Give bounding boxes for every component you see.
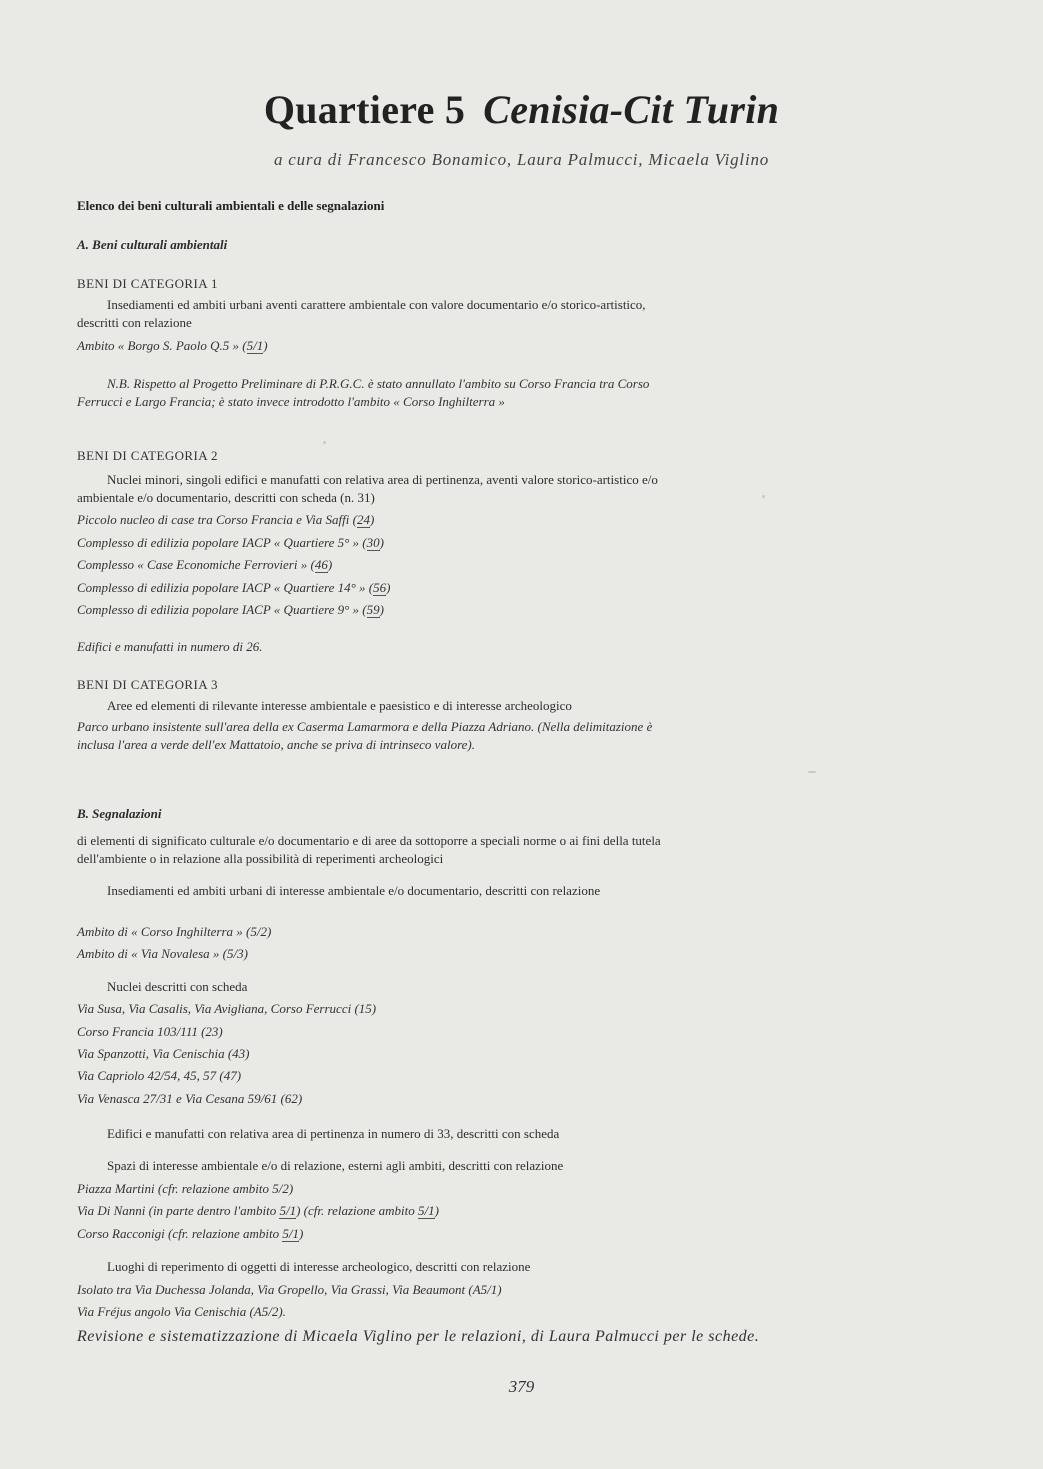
segnalazioni-item: Via Capriolo 42/54, 45, 57 (47)	[77, 1068, 242, 1083]
category-2-note: Edifici e manufatti in numero di 26.	[77, 639, 263, 654]
category-2-item	[77, 535, 384, 551]
item-text: Piccolo nucleo di case tra Corso Francia e Via Saffi (	[77, 512, 357, 527]
item-ref: 5/1	[282, 1226, 299, 1241]
segnalazioni-group-5-description: Luoghi di reperimento di oggetti di interesse archeologico, descritti con relazione	[107, 1259, 531, 1274]
item-close: )	[327, 557, 333, 572]
category-2-label: BENI DI CATEGORIA 2	[77, 448, 218, 463]
category-3-item: Parco urbano insistente sull'area della ex Caserma Lamarmora e della Piazza Adriano. (Nella delimitazione è inclusa l'area a verde dell'ex Mattatoio, anche se priva di intrinseco valore).	[77, 719, 653, 752]
segnalazioni-item: Ambito di « Corso Inghilterra » (5/2)	[77, 924, 272, 939]
item-ref: 30	[366, 535, 380, 550]
item-close: )	[434, 1203, 439, 1218]
item-text: Complesso di edilizia popolare IACP « Quartiere 14° » (	[77, 580, 374, 595]
page-number: 379	[508, 1377, 535, 1396]
list-heading: Elenco dei beni culturali ambientali e delle segnalazioni	[77, 198, 385, 213]
nota-bene: N.B. Rispetto al Progetto Preliminare di P.R.G.C. è stato annullato l'ambito su Corso Francia tra Corso Ferrucci e Largo Francia; è stato invece introdotto l'ambito « Corso Inghilterra »	[77, 376, 650, 409]
segnalazioni-item: Isolato tra Via Duchessa Jolanda, Via Gropello, Via Grassi, Via Beaumont (A5/1)	[77, 1282, 502, 1297]
item-ref: 56	[373, 580, 387, 595]
segnalazioni-group-4-description: Spazi di interesse ambientale e/o di relazione, esterni agli ambiti, descritti con relazione	[107, 1158, 564, 1173]
item-text: Complesso di edilizia popolare IACP « Quartiere 5° » (	[77, 535, 367, 550]
authors-subtitle: a cura di Francesco Bonamico, Laura Palmucci, Micaela Viglino	[273, 150, 770, 169]
segnalazioni-item: Via Fréjus angolo Via Cenischia (A5/2).	[77, 1304, 286, 1319]
item-close: )	[379, 535, 384, 550]
category-1-label: BENI DI CATEGORIA 1	[77, 276, 218, 291]
category-2-description: Nuclei minori, singoli edifici e manufatti con relativa area di pertinenza, aventi valore storico-artistico e/o ambientale e/o documentario, descritti con scheda (n. 31)	[77, 472, 658, 505]
item-close: )	[369, 512, 375, 527]
segnalazioni-item: Via Susa, Via Casalis, Via Avigliana, Corso Ferrucci (15)	[77, 1001, 377, 1016]
segnalazioni-group-2-description: Nuclei descritti con scheda	[107, 979, 248, 994]
item-ref: 59	[366, 602, 380, 617]
category-2-item	[77, 512, 374, 528]
item-ref: 5/1	[279, 1203, 297, 1218]
segnalazioni-item: Corso Francia 103/111 (23)	[77, 1024, 223, 1039]
paper-speck	[808, 771, 816, 773]
paper-speck	[323, 441, 326, 444]
segnalazioni-item	[77, 1226, 303, 1242]
segnalazioni-item: Ambito di « Via Novalesa » (5/3)	[77, 946, 248, 961]
item-close: )	[298, 1226, 304, 1241]
paper-speck	[762, 495, 765, 498]
segnalazioni-group-1-description: Insediamenti ed ambiti urbani di interesse ambientale e/o documentario, descritti con relazione	[107, 883, 601, 898]
category-2-item	[77, 557, 332, 573]
title-italic: Cenisia-Cit Turin	[483, 87, 780, 132]
segnalazioni-item: Piazza Martini (cfr. relazione ambito 5/2)	[77, 1181, 294, 1196]
segnalazioni-group-3-description: Edifici e manufatti con relativa area di pertinenza in numero di 33, descritti con scheda	[107, 1126, 560, 1141]
title-main: Quartiere 5	[263, 87, 466, 132]
category-3-label: BENI DI CATEGORIA 3	[77, 677, 218, 692]
segnalazioni-item	[77, 1203, 439, 1219]
item-text: Ambito « Borgo S. Paolo Q.5 » (	[77, 338, 247, 353]
item-close: )	[263, 338, 268, 353]
segnalazioni-item: Via Venasca 27/31 e Via Cesana 59/61 (62)	[77, 1091, 303, 1106]
segnalazioni-item: Via Spanzotti, Via Cenischia (43)	[77, 1046, 250, 1061]
item-text: Complesso « Case Economiche Ferrovieri » (	[77, 557, 315, 572]
item-close: )	[386, 580, 391, 595]
category-1-description: Insediamenti ed ambiti urbani aventi carattere ambientale con valore documentario e/o storico-artistico, descritti con relazione	[77, 297, 646, 330]
revision-credit: Revisione e sistematizzazione di Micaela Viglino per le relazioni, di Laura Palmucci per le schede.	[77, 1328, 760, 1345]
category-3-description: Aree ed elementi di rilevante interesse ambientale e paesistico e di interesse archeologico	[107, 698, 572, 713]
item-text: Complesso di edilizia popolare IACP « Quartiere 9° » (	[77, 602, 367, 617]
item-text: Corso Racconigi (cfr. relazione ambito	[77, 1226, 283, 1241]
item-text: ) (cfr. relazione ambito	[296, 1203, 419, 1218]
page-title	[0, 86, 1043, 133]
item-ref: 5/1	[246, 338, 264, 353]
category-2-item	[77, 580, 390, 596]
category-1-item	[77, 338, 268, 354]
section-b-intro: di elementi di significato culturale e/o documentario e di aree da sottoporre a speciali norme o ai fini della tutela dell'ambiente o in relazione alla possibilità di reperimenti archeologici	[77, 833, 661, 866]
item-close: )	[379, 602, 384, 617]
item-ref: 46	[314, 557, 328, 572]
section-b-heading: B. Segnalazioni	[77, 806, 162, 821]
item-ref: 5/1	[418, 1203, 435, 1218]
category-2-item	[77, 602, 384, 618]
section-a-heading: A. Beni culturali ambientali	[77, 237, 228, 252]
item-text: Via Di Nanni (in parte dentro l'ambito	[77, 1203, 280, 1218]
item-ref: 24	[356, 512, 370, 527]
